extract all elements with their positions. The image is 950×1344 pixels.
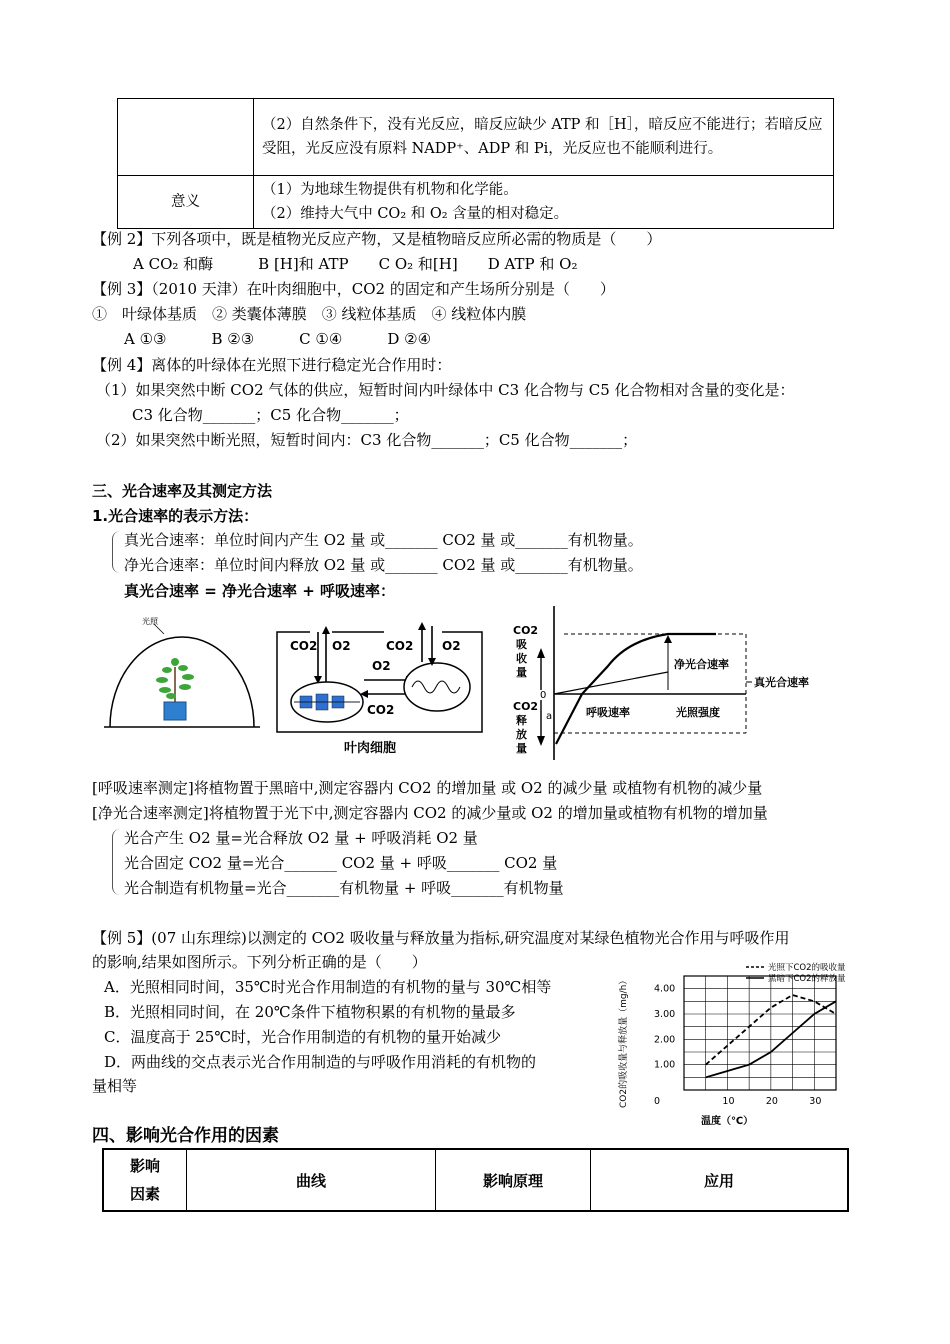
y-bottom-char3: 量 bbox=[516, 742, 527, 755]
graph-point-a: a bbox=[546, 711, 553, 722]
ex2-options: A CO₂ 和酶 B [H]和 ATP C O₂ 和[H] D ATP 和 O₂ bbox=[133, 255, 578, 273]
equation-organic: 光合制造有机物量=光合_______有机物量 + 呼吸_______有机物量 bbox=[124, 879, 564, 897]
chart-y-label: CO2的吸收量与释放量（mg/h） bbox=[619, 975, 629, 1108]
ex4-question: 【例 4】离体的叶绿体在光照下进行稳定光合作用时： bbox=[92, 356, 452, 374]
co2-in-label: CO2 bbox=[290, 639, 318, 653]
significance-line-2: （2）维持大气中 CO₂ 和 O₂ 含量的相对稳定。 bbox=[262, 206, 569, 222]
significance-line-1: （1）为地球生物提供有机物和化学能。 bbox=[262, 182, 518, 198]
plant-dome-figure bbox=[102, 612, 262, 732]
mitochondrion bbox=[404, 663, 470, 711]
factors-header-line1: 影响 bbox=[129, 1157, 160, 1175]
cell-caption: 叶肉细胞 bbox=[344, 741, 397, 756]
ex5-question-line1: 【例 5】(07 山东理综)以测定的 CO2 吸收量与释放量为指标,研究温度对某绿色植物光合作用与呼吸作用 bbox=[92, 929, 790, 947]
table-row2-content bbox=[254, 176, 834, 229]
net-measure: [净光合速率测定]将植物置于光下中,测定容器内 CO2 的减少量或 O2 的增加量或植物有机物的增加量 bbox=[92, 804, 768, 822]
equation-co2: 光合固定 CO2 量=光合_______ CO2 量 + 呼吸_______ CO2 量 bbox=[124, 854, 558, 872]
ex2-question: 【例 2】下列各项中，既是植物光反应产物，又是植物暗反应所必需的物质是（ ） bbox=[92, 230, 662, 248]
table-row2-label: 意义 bbox=[118, 176, 254, 229]
net-rate-label: 净光合速率 bbox=[674, 658, 729, 671]
factors-header-line2: 因素 bbox=[129, 1185, 160, 1203]
legend-light: 光照下CO2的吸收量 bbox=[768, 963, 846, 973]
factors-col-header bbox=[103, 1149, 187, 1211]
y-top-char2: 收 bbox=[516, 652, 527, 665]
co2-out-label: CO2 bbox=[386, 639, 414, 653]
o2-out-label: O2 bbox=[332, 639, 351, 653]
ex3-options: A ①③ B ②③ C ①④ D ②④ bbox=[124, 330, 432, 348]
x-tick-label: 20 bbox=[765, 1096, 778, 1107]
ex4-q1-blanks: C3 化合物_______；C5 化合物_______； bbox=[132, 406, 409, 424]
ex5-option-d-cont: 量相等 bbox=[92, 1077, 138, 1095]
o2-transfer-label: O2 bbox=[372, 659, 391, 673]
graph-zero: 0 bbox=[540, 690, 547, 701]
y-tick-label: 4.00 bbox=[654, 983, 676, 995]
rate-formula: 真光合速率 = 净光合速率 + 呼吸速率： bbox=[124, 582, 396, 600]
ex3-items: ① 叶绿体基质 ② 类囊体薄膜 ③ 线粒体基质 ④ 线粒体内膜 bbox=[92, 305, 527, 323]
mesophyll-cell-figure bbox=[272, 602, 494, 757]
ex4-q1: （1）如果突然中断 CO2 气体的供应，短暂时间内叶绿体中 C3 化合物与 C5 化合物相对含量的变化是： bbox=[96, 381, 795, 399]
true-rate-label: 真光合速率 bbox=[754, 676, 809, 689]
resp-measure: [呼吸速率测定]将植物置于黑暗中,测定容器内 CO2 的增加量 或 O2 的减少量 或植物有机物的减少量 bbox=[92, 779, 763, 797]
y-tick-label: 1.00 bbox=[654, 1059, 676, 1071]
ex5-option-a: A．光照相同时间，35℃时光合作用制造的有机物的量与 30℃相等 bbox=[104, 978, 552, 996]
factors-table bbox=[102, 1148, 849, 1212]
x-tick-label: 10 bbox=[722, 1096, 735, 1107]
true-rate-line: 真光合速率：单位时间内产生 O2 量 或_______ CO2 量 或_______有机物量。 bbox=[124, 531, 643, 549]
y-tick-label: 3.00 bbox=[654, 1009, 676, 1020]
temperature-chart bbox=[606, 958, 862, 1130]
equation-o2: 光合产生 O2 量=光合释放 O2 量 + 呼吸消耗 O2 量 bbox=[124, 829, 478, 847]
y-top-char3: 量 bbox=[516, 666, 527, 679]
y-top-char1: 吸 bbox=[516, 638, 527, 651]
brace-equations bbox=[112, 829, 121, 895]
chart-frame bbox=[684, 976, 836, 1090]
ex5-option-c: C．温度高于 25℃时，光合作用制造的有机物的量开始减少 bbox=[104, 1028, 502, 1046]
o2-in-label: O2 bbox=[442, 639, 461, 653]
light-intensity-label: 光照强度 bbox=[676, 706, 720, 719]
application-col-header: 应用 bbox=[591, 1149, 849, 1211]
y-bottom-char2: 放 bbox=[516, 728, 527, 741]
brace-rates bbox=[112, 531, 121, 573]
y-top-co2: CO2 bbox=[513, 624, 539, 637]
chart-x-label: 温度（℃） bbox=[701, 1116, 754, 1127]
ex5-question-line2: 的影响,结果如图所示。下列分析正确的是（ ） bbox=[92, 953, 427, 971]
ex5-option-b: B．光照相同时间，在 20℃条件下植物积累的有机物的量最多 bbox=[104, 1003, 516, 1021]
y-tick-label: 2.00 bbox=[654, 1034, 676, 1046]
table-empty-cell bbox=[118, 99, 254, 176]
section3-sub1: 1.光合速率的表示方法： bbox=[92, 507, 259, 525]
light-curve-figure bbox=[508, 602, 828, 762]
x-tick-label: 30 bbox=[809, 1096, 822, 1107]
y-bottom-char1: 释 bbox=[516, 714, 527, 727]
legend-dark: 黑暗下CO2的释放量 bbox=[768, 974, 846, 984]
principle-col-header: 影响原理 bbox=[436, 1149, 591, 1211]
co2-transfer-label: CO2 bbox=[367, 703, 395, 717]
x-tick-label: 0 bbox=[654, 1096, 661, 1107]
ex3-question: 【例 3】（2010 天津）在叶肉细胞中，CO2 的固定和产生场所分别是（ ） bbox=[92, 280, 615, 298]
light-label: 光照 bbox=[142, 617, 158, 626]
ex5-option-d: D．两曲线的交点表示光合作用制造的与呼吸作用消耗的有机物的 bbox=[104, 1053, 537, 1071]
section4-heading: 四、影响光合作用的因素 bbox=[92, 1126, 279, 1146]
net-rate-line: 净光合速率：单位时间内释放 O2 量 或_______ CO2 量 或_______有机物量。 bbox=[124, 556, 643, 574]
resp-rate-label: 呼吸速率 bbox=[586, 706, 630, 719]
table-row1-text: （2）自然条件下，没有光反应，暗反应缺少 ATP 和［H］，暗反应不能进行；若暗反应受阻，光反应没有原料 NADP⁺、ADP 和 Pi，光反应也不能顺利进行。 bbox=[254, 99, 834, 176]
y-bottom-co2: CO2 bbox=[513, 700, 539, 713]
top-table bbox=[117, 98, 834, 229]
curve-col-header: 曲线 bbox=[187, 1149, 436, 1211]
section3-heading: 三、光合速率及其测定方法 bbox=[92, 482, 273, 500]
plant-pot bbox=[164, 702, 186, 720]
ex4-q2: （2）如果突然中断光照，短暂时间内：C3 化合物_______；C5 化合物_______； bbox=[96, 431, 638, 449]
